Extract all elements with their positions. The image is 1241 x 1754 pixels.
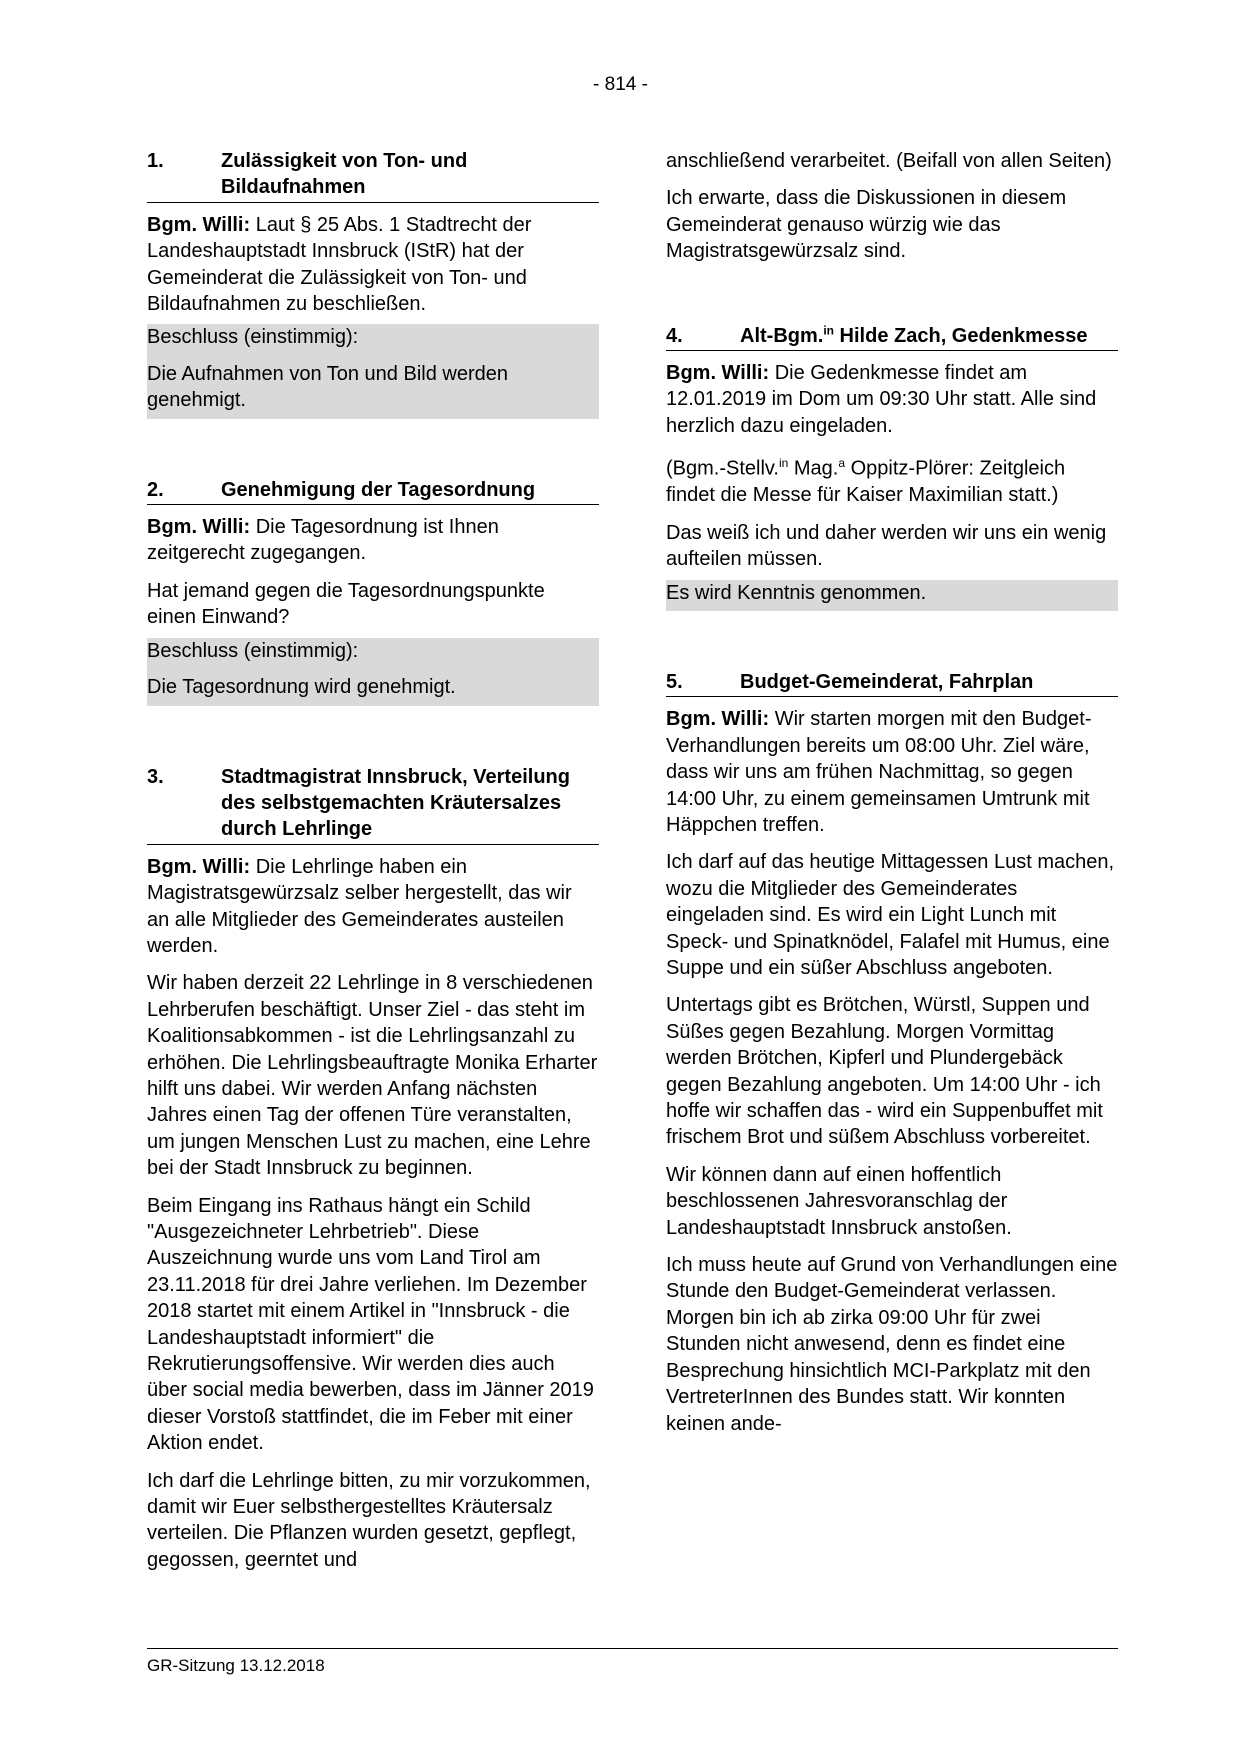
paragraph: Ich darf die Lehrlinge bitten, zu mir vorzukommen, damit wir Euer selbsthergestelltes Kräutersalz verteilen. Die Pflanzen wurden gesetzt, gepflegt, gegossen, geerntet und [147,1469,591,1571]
section-4-heading [666,323,1118,351]
paragraph: Hat jemand gegen die Tagesordnungspunkte einen Einwand? [147,579,545,629]
resolution-block [147,324,599,418]
text-part: (Bgm.-Stellv. [666,457,779,480]
resolution-text: Die Tagesordnung wird genehmigt. [147,669,599,705]
speech-paragraph [666,706,1118,838]
speaker: Bgm. Willi: [147,516,251,539]
speech-paragraph [147,212,599,318]
section-1-heading [147,148,599,203]
text-part: Mag. [788,457,839,480]
footer: GR-Sitzung 13.12.2018 [147,1656,325,1675]
superscript: a [838,456,846,471]
speech-paragraph [666,360,1118,439]
paragraph: Ich erwarte, dass die Diskussionen in diesem Gemeinderat genauso würzig wie das Magistratsgewürzsalz sind. [666,187,1067,263]
speech-paragraph [147,514,599,567]
speaker: Bgm. Willi: [666,362,770,385]
title-part: Alt-Bgm. [740,324,824,347]
left-column [147,148,599,1584]
paragraph: Wir haben derzeit 22 Lehrlinge in 8 verschiedenen Lehrberufen beschäftigt. Unser Ziel - das steht im Koalitionsabkommen - ist die Lehrlingsanzahl zu erhöhen. Die Lehrlingsbeauftragte Monika Erharter hilft uns dabei. Wir werden Anfang nächsten Jahres einen Tag der offenen Türe veranstalten, um jungen Menschen Lust zu machen, eine Lehre bei der Stadt Innsbruck zu beginnen. [147,972,598,1180]
paragraph: Wir können dann auf einen hoffentlich beschlossenen Jahresvoranschlag der Landeshauptstadt Innsbruck anstoßen. [666,1163,1012,1239]
paragraph: Beim Eingang ins Rathaus hängt ein Schild "Ausgezeichneter Lehrbetrieb". Diese Auszeichnung wurde uns vom Land Tirol am 23.11.2018 für drei Jahre verliehen. Im Dezember 2018 startet mit einem Artikel in "Innsbruck - die Landeshauptstadt informiert" die Rekrutierungsoffensive. Wir werden dies auch über social media bewerben, dass im Jänner 2019 dieser Vorstoß stattfindet, die im Feber mit einer Aktion endet. [147,1194,594,1455]
section-title: Budget-Gemeinderat, Fahrplan [740,670,1034,693]
section-5-heading [666,669,1118,697]
speech-text: Die Tagesordnung ist Ihnen zeitgerecht zugegangen. [147,516,499,565]
section-number: 3. [147,765,164,788]
title-part: Hilde Zach, Gedenkmesse [834,324,1088,347]
superscript: in [778,456,789,471]
section-number: 2. [147,478,164,501]
speech-text: Laut § 25 Abs. 1 Stadtrecht der Landeshauptstadt Innsbruck (IStR) hat der Gemeinderat die Zulässigkeit von Ton- und Bildaufnahmen zu beschließen. [147,213,532,316]
section-title: Zulässigkeit von Ton- und Bildaufnahmen [221,150,468,199]
speech-text: Die Lehrlinge haben ein Magistratsgewürzsalz selber hergestellt, das wir an alle Mitglieder des Gemeinderates austeilen werden. [147,855,572,957]
section-number: 1. [147,150,164,172]
resolution-text: Die Aufnahmen von Ton und Bild werden genehmigt. [147,356,599,419]
title-superscript: in [823,322,834,337]
interjection-paragraph [666,450,1118,508]
resolution-block [666,580,1118,611]
section-2-heading [147,477,599,505]
section-3-heading [147,764,599,845]
right-column [666,148,1118,1448]
section-title: Genehmigung der Tagesordnung [221,478,536,501]
footer-divider [147,1648,1118,1649]
paragraph: anschließend verarbeitet. (Beifall von allen Seiten) [666,150,1112,172]
section-title: Stadtmagistrat Innsbruck, Verteilung des selbstgemachten Kräutersalzes durch Lehrlinge [221,765,570,841]
speaker: Bgm. Willi: [666,708,770,731]
speaker: Bgm. Willi: [147,855,251,878]
resolution-label: Beschluss (einstimmig): [147,324,599,355]
section-number: 4. [666,324,683,347]
page-number: - 814 - [593,74,648,95]
section-number: 5. [666,670,683,693]
paragraph: Ich darf auf das heutige Mittagessen Lust machen, wozu die Mitglieder des Gemeinderates eingeladen sind. Es wird ein Light Lunch mit Speck- und Spinatknödel, Falafel mit Humus, eine Suppe und ein süßer Abschluss angeboten. [666,851,1115,979]
resolution-block [147,638,599,706]
text-part: Oppitz-Plörer: Zeitgleich findet die Messe für Kaiser Maximilian statt.) [666,457,1066,507]
speech-paragraph [147,854,599,960]
paragraph: Ich muss heute auf Grund von Verhandlungen eine Stunde den Budget-Gemeinderat verlassen. Morgen bin ich ab zirka 09:00 Uhr für zwei Stunden nicht anwesend, denn es findet eine Besprechung hinsichtlich MCI-Parkplatz mit den VertreterInnen des Bundes statt. Wir konnten keinen ande- [666,1254,1118,1435]
speech-text: Wir starten morgen mit den Budget-Verhandlungen bereits um 08:00 Uhr. Ziel wäre, dass wir uns am frühen Nachmittag, so gegen 14:00 Uhr, zu einem gemeinsamen Umtrunk mit Häppchen treffen. [666,708,1092,836]
paragraph: Untertags gibt es Brötchen, Würstl, Suppen und Süßes gegen Bezahlung. Morgen Vormittag werden Brötchen, Kipferl und Plundergebäck gegen Bezahlung angeboten. Um 14:00 Uhr - ich hoffe wir schaffen das - wird ein Suppenbuffet mit frischem Brot und süßem Abschluss vorbereitet. [666,994,1103,1149]
resolution-label: Beschluss (einstimmig): [147,638,599,669]
section-title [740,323,1118,349]
resolution-text: Es wird Kenntnis genommen. [666,580,1118,611]
speech-text: Die Gedenkmesse findet am 12.01.2019 im Dom um 09:30 Uhr statt. Alle sind herzlich dazu eingeladen. [666,362,1097,437]
speaker: Bgm. Willi: [147,213,251,236]
paragraph: Das weiß ich und daher werden wir uns ein wenig aufteilen müssen. [666,521,1107,571]
